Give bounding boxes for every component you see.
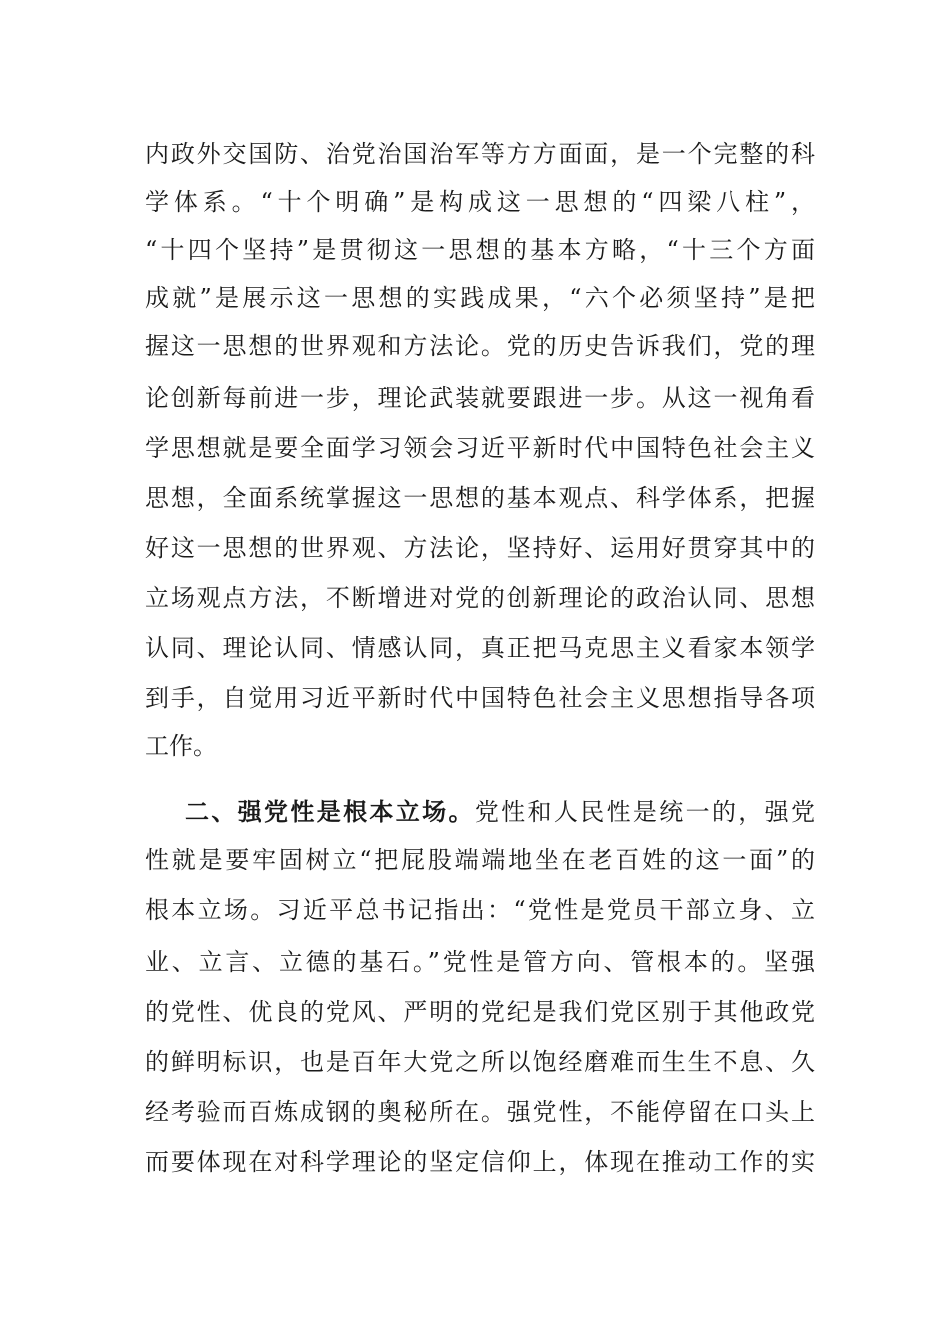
paragraph-line: 好这一思想的世界观、方法论，坚持好、运用好贯穿其中的 bbox=[145, 534, 815, 562]
paragraph-line: 的鲜明标识，也是百年大党之所以饱经磨难而生生不息、久 bbox=[145, 1048, 815, 1076]
paragraph-line: “十四个坚持”是贯彻这一思想的基本方略，“十三个方面 bbox=[145, 236, 815, 264]
paragraph-line: 业、立言、立德的基石。”党性是管方向、管根本的。坚强 bbox=[145, 948, 815, 976]
paragraph-line: 的党性、优良的党风、严明的党纪是我们党区别于其他政党 bbox=[145, 998, 815, 1026]
paragraph-line: 思想，全面系统掌握这一思想的基本观点、科学体系，把握 bbox=[145, 484, 815, 512]
paragraph-line: 内政外交国防、治党治国治军等方方面面，是一个完整的科 bbox=[145, 140, 815, 168]
paragraph-line: 到手，自觉用习近平新时代中国特色社会主义思想指导各项 bbox=[145, 684, 815, 712]
section-heading: 二、强党性是根本立场。 bbox=[185, 797, 475, 826]
first-line-text: 党性和人民性是统一的，强党 bbox=[474, 798, 815, 826]
paragraph-line: 性就是要牢固树立“把屁股端端地坐在老百姓的这一面”的 bbox=[145, 846, 815, 874]
paragraph-line: 学体系。“十个明确”是构成这一思想的“四梁八柱”， bbox=[145, 188, 815, 216]
paragraph-line: 学思想就是要全面学习领会习近平新时代中国特色社会主义 bbox=[145, 434, 815, 462]
paragraph-line: 立场观点方法，不断增进对党的创新理论的政治认同、思想 bbox=[145, 584, 815, 612]
paragraph-first-line bbox=[185, 786, 815, 838]
paragraph-line: 成就”是展示这一思想的实践成果，“六个必须坚持”是把 bbox=[145, 284, 815, 312]
paragraph-line: 工作。 bbox=[145, 732, 217, 760]
paragraph-line: 认同、理论认同、情感认同，真正把马克思主义看家本领学 bbox=[145, 634, 815, 662]
paragraph-line: 论创新每前进一步，理论武装就要跟进一步。从这一视角看 bbox=[145, 384, 815, 412]
paragraph-line: 根本立场。习近平总书记指出：“党性是党员干部立身、立 bbox=[145, 896, 815, 924]
paragraph-line: 经考验而百炼成钢的奥秘所在。强党性，不能停留在口头上 bbox=[145, 1098, 815, 1126]
paragraph-line: 握这一思想的世界观和方法论。党的历史告诉我们，党的理 bbox=[145, 332, 815, 360]
paragraph-line: 而要体现在对科学理论的坚定信仰上，体现在推动工作的实 bbox=[145, 1148, 815, 1176]
